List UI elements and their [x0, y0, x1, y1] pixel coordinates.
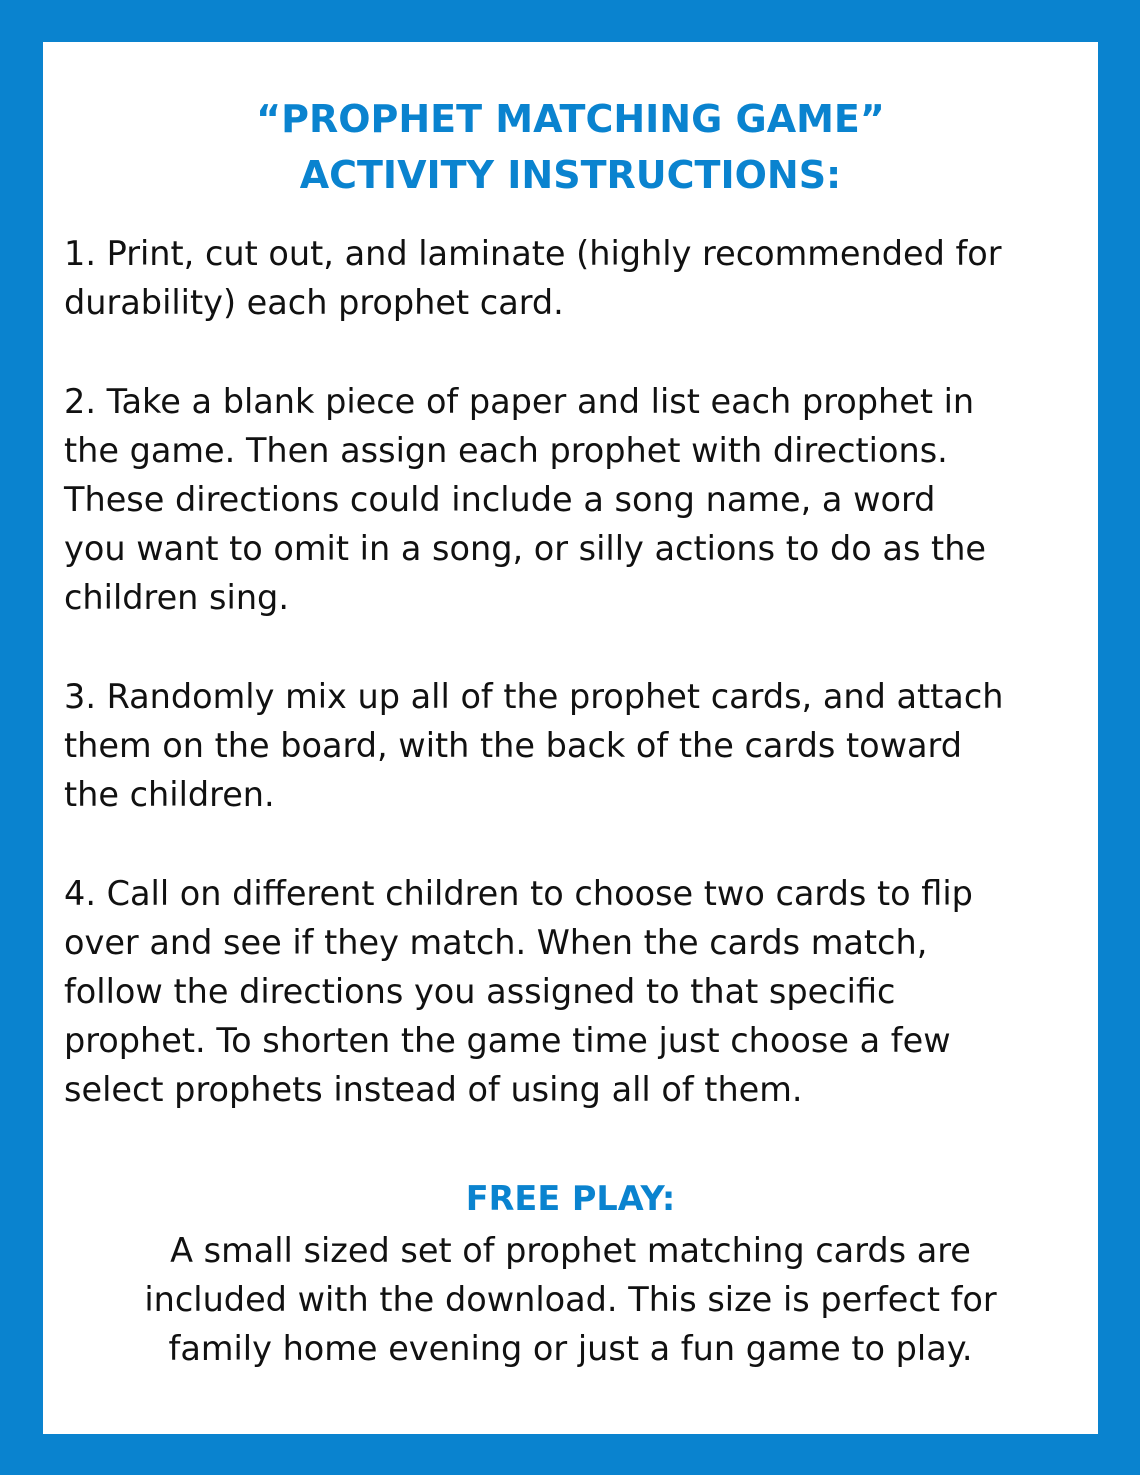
step-line: you want to omit in a song, or silly actions to do as the	[64, 529, 987, 569]
free-play-heading: FREE PLAY:	[465, 1179, 676, 1218]
step-line: over and see if they match. When the cards match,	[64, 923, 928, 963]
free-play-text	[43, 1226, 1098, 1373]
step-line: 1. Print, cut out, and laminate (highly recommended for	[64, 234, 1002, 273]
step-line: the game. Then assign each prophet with directions.	[64, 431, 948, 471]
instruction-step-4	[64, 869, 1094, 1114]
step-line: them on the board, with the back of the cards toward	[64, 726, 962, 766]
step-line: prophet. To shorten the game time just choose a few	[64, 1021, 951, 1061]
instruction-step-2	[64, 377, 1094, 622]
step-line: 3. Randomly mix up all of the prophet cards, and attach	[64, 677, 1004, 716]
step-line: select prophets instead of using all of them.	[64, 1070, 803, 1110]
step-line: children sing.	[64, 578, 289, 618]
instruction-step-3	[64, 672, 1094, 819]
step-line: 4. Call on different children to choose two cards to flip	[64, 874, 973, 913]
step-line: 2. Take a blank piece of paper and list each prophet in	[64, 382, 975, 421]
step-line: the children.	[64, 775, 275, 815]
step-line: These directions could include a song name, a word	[64, 480, 936, 520]
title-line-1: “PROPHET MATCHING GAME”	[256, 97, 885, 141]
step-line: follow the directions you assigned to that specific	[64, 972, 896, 1012]
free-play-line: A small sized set of prophet matching cards are	[170, 1231, 971, 1270]
step-line: durability) each prophet card.	[64, 283, 564, 323]
instruction-step-1	[64, 229, 1094, 327]
free-play-line: included with the download. This size is perfect for	[144, 1280, 997, 1319]
free-play-line: family home evening or just a fun game to play.	[168, 1329, 973, 1368]
instruction-sheet	[43, 42, 1098, 1434]
title-line-2: ACTIVITY INSTRUCTIONS:	[299, 153, 842, 197]
